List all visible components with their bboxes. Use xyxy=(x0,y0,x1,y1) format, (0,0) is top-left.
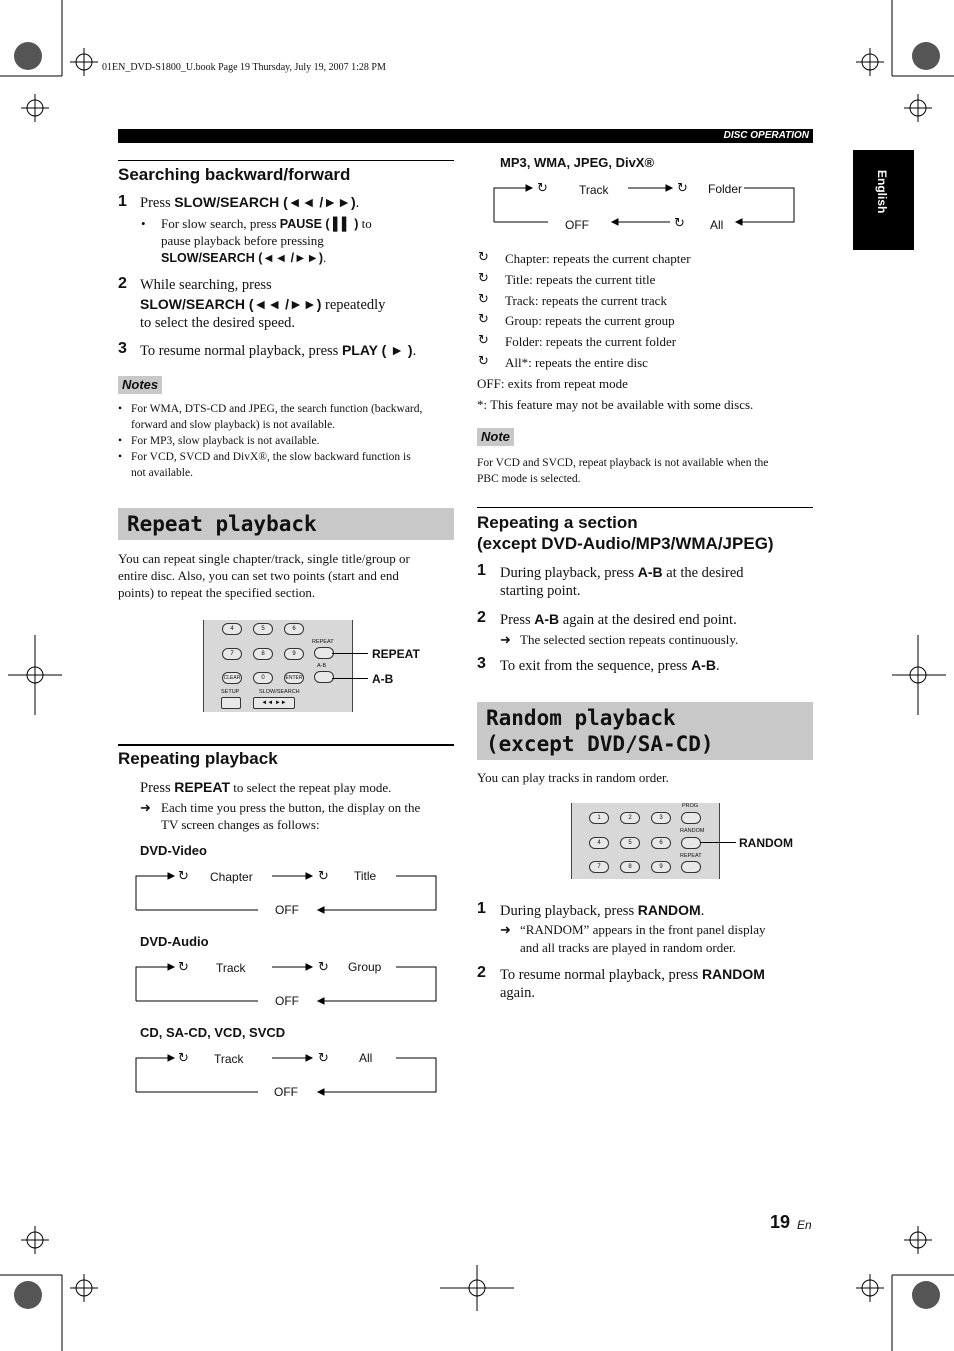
remote-label-slow-search: SLOW/SEARCH xyxy=(259,689,300,695)
remote-button-enter: ENTER xyxy=(284,672,304,684)
remote-label-repeat: REPEAT xyxy=(312,639,334,645)
search-title: Searching backward/forward xyxy=(118,165,351,184)
random-step2-line2: again. xyxy=(500,985,536,1001)
section-step2: Press A-B again at the desired end point. xyxy=(500,611,737,628)
remote-button-6: 6 xyxy=(651,837,671,849)
repeat-icon: ↻ xyxy=(318,1051,329,1066)
search-step1: Press SLOW/SEARCH (◄◄ /►►). xyxy=(140,194,360,211)
random-title-line2: (except DVD/SA-CD) xyxy=(486,732,714,756)
repeat-icon: ↻ xyxy=(677,181,688,196)
repeat-intro-line: You can repeat single chapter/track, single title/group or xyxy=(118,551,410,566)
arrow-icon: ➜ xyxy=(500,922,511,937)
remote-button-9: 9 xyxy=(284,648,304,660)
mp3-b: Folder xyxy=(708,182,743,196)
rule-repeating xyxy=(118,744,454,746)
random-step1: During playback, press RANDOM. xyxy=(500,902,705,919)
remote-label-prog: PROG xyxy=(682,803,699,809)
notes-label: Notes xyxy=(118,376,162,394)
search-step2-line3: to select the desired speed. xyxy=(140,315,296,331)
repeat-icon: ↻ xyxy=(318,869,329,884)
bullet: • xyxy=(141,216,146,231)
repeat-icon: ↻ xyxy=(478,354,489,369)
language-tab xyxy=(853,150,914,250)
remote-button-5: 5 xyxy=(253,623,273,635)
search-bullet-line2: pause playback before pressing xyxy=(161,233,324,248)
mp3-off: OFF xyxy=(565,218,589,232)
note-line: PBC mode is selected. xyxy=(477,473,581,485)
repeat-icon: ↻ xyxy=(178,960,189,975)
repeat-icon: ↻ xyxy=(478,312,489,327)
search-bullet-line1: For slow search, press PAUSE ( ▌▌ ) to xyxy=(161,216,372,231)
repeat-icon: ↻ xyxy=(178,869,189,884)
remote-label-repeat: REPEAT xyxy=(680,853,702,859)
remote-repeat-button xyxy=(314,647,334,659)
remote-button-4: 4 xyxy=(589,837,609,849)
remote-button-7: 7 xyxy=(222,648,242,660)
dvd-video-label: DVD-Video xyxy=(140,843,207,858)
legend-line: Folder: repeats the current folder xyxy=(505,334,677,349)
language-tab-label: English xyxy=(875,170,889,214)
random-title-line1: Random playback xyxy=(486,706,676,730)
dvd-audio-a: Track xyxy=(216,961,246,975)
legend-line: Track: repeats the current track xyxy=(505,293,667,308)
remote-button-4: 4 xyxy=(222,623,242,635)
remote-button-5: 5 xyxy=(620,837,640,849)
section-step3: To exit from the sequence, press A-B. xyxy=(500,657,720,674)
remote-random-button xyxy=(681,837,701,849)
random-band xyxy=(477,702,813,760)
repeating-arrow-line1: Each time you press the button, the display on the xyxy=(161,800,421,815)
section-header-bar xyxy=(118,129,813,143)
cd-b: All xyxy=(359,1051,373,1065)
search-bullet-line3: SLOW/SEARCH (◄◄ /►►). xyxy=(161,250,327,265)
section-step1-line2: starting point. xyxy=(500,583,581,599)
note-label: Note xyxy=(477,428,514,446)
repeat-icon: ↻ xyxy=(178,1051,189,1066)
step-number: 2 xyxy=(477,609,486,626)
remote-button-8: 8 xyxy=(620,861,640,873)
repeat-icon: ↻ xyxy=(478,271,489,286)
dvd-audio-off: OFF xyxy=(275,994,299,1008)
note-line: For VCD, SVCD and DivX®, the slow backward function is xyxy=(131,451,411,463)
dvd-video-a: Chapter xyxy=(210,870,253,884)
legend-line: All*: repeats the entire disc xyxy=(505,355,648,370)
remote-slow-search-button: ◄◄ ►► xyxy=(253,697,295,709)
remote-button-9: 9 xyxy=(651,861,671,873)
section-title-line2: (except DVD-Audio/MP3/WMA/JPEG) xyxy=(477,534,774,553)
note-line: For WMA, DTS-CD and JPEG, the search function (backward, xyxy=(131,403,423,415)
note-line: forward and slow playback) is not available. xyxy=(131,419,336,431)
cd-off: OFF xyxy=(274,1085,298,1099)
legend-line: Chapter: repeats the current chapter xyxy=(505,251,691,266)
legend-line: Group: repeats the current group xyxy=(505,313,675,328)
repeating-arrow-line2: TV screen changes as follows: xyxy=(161,817,320,832)
random-step2: To resume normal playback, press RANDOM xyxy=(500,966,765,983)
remote-label-ab: A-B xyxy=(317,663,327,669)
note-line: For VCD and SVCD, repeat playback is not available when the xyxy=(477,457,769,469)
search-step2-line2: SLOW/SEARCH (◄◄ /►►) repeatedly xyxy=(140,296,386,313)
remote-button-6: 6 xyxy=(284,623,304,635)
dvd-video-b: Title xyxy=(354,869,377,883)
remote-label-random: RANDOM xyxy=(680,828,705,834)
callout-line xyxy=(700,842,736,843)
step-number: 2 xyxy=(477,964,486,981)
random-step1-arrow1: “RANDOM” appears in the front panel display xyxy=(520,922,766,937)
mp3-label: MP3, WMA, JPEG, DivX® xyxy=(500,155,655,170)
page-suffix: En xyxy=(797,1218,812,1232)
repeat-icon: ↻ xyxy=(478,250,489,265)
remote-prog-button xyxy=(681,812,701,824)
mp3-a: Track xyxy=(579,183,609,197)
section-header: DISC OPERATION xyxy=(723,130,809,141)
remote-button-1: 1 xyxy=(589,812,609,824)
callout-line xyxy=(332,653,368,654)
remote-button-2: 2 xyxy=(620,812,640,824)
arrow-icon: ➜ xyxy=(500,632,511,647)
remote-illustration xyxy=(203,620,353,712)
remote-button-8: 8 xyxy=(253,648,273,660)
search-step3: To resume normal playback, press PLAY ( ► ). xyxy=(140,342,417,359)
repeat-icon: ↻ xyxy=(674,216,685,231)
random-callout: RANDOM xyxy=(739,836,793,850)
repeat-icon: ↻ xyxy=(537,181,548,196)
repeat-callout: REPEAT xyxy=(372,647,420,661)
repeat-icon: ↻ xyxy=(318,960,329,975)
remote-ab-button xyxy=(314,671,334,683)
bullet: • xyxy=(118,403,123,415)
repeat-icon: ↻ xyxy=(478,333,489,348)
section-step1: During playback, press A-B at the desired xyxy=(500,564,744,581)
cd-a: Track xyxy=(214,1052,244,1066)
remote-button-clear: CLEAR xyxy=(222,672,242,684)
step-number: 3 xyxy=(118,340,127,357)
off-text: OFF: exits from repeat mode xyxy=(477,376,628,391)
repeat-title: Repeat playback xyxy=(127,512,317,536)
step-number: 2 xyxy=(118,275,127,292)
note-line: For MP3, slow playback is not available. xyxy=(131,435,320,447)
repeat-intro-line: points) to repeat the specified section. xyxy=(118,585,316,600)
section-step2-arrow: The selected section repeats continuously. xyxy=(520,632,739,647)
repeat-band xyxy=(118,508,454,540)
page-number: 19 xyxy=(770,1212,791,1232)
dvd-video-off: OFF xyxy=(275,903,299,917)
note-line: not available. xyxy=(131,467,193,479)
remote-label-setup: SETUP xyxy=(221,689,240,695)
callout-line xyxy=(332,678,368,679)
footnote: *: This feature may not be available with some discs. xyxy=(477,397,754,412)
repeating-press: Press REPEAT to select the repeat play mode. xyxy=(140,779,392,796)
remote-button-0: 0 xyxy=(253,672,273,684)
mp3-c: All xyxy=(710,218,724,232)
arrow-icon: ➜ xyxy=(140,800,151,815)
step-number: 1 xyxy=(118,193,127,210)
step-number: 1 xyxy=(477,562,486,579)
bullet: • xyxy=(118,435,123,447)
random-step1-arrow2: and all tracks are played in random order. xyxy=(520,940,736,955)
file-header: 01EN_DVD-S1800_U.book Page 19 Thursday, July 19, 2007 1:28 PM xyxy=(102,62,386,73)
legend-line: Title: repeats the current title xyxy=(505,272,656,287)
random-intro: You can play tracks in random order. xyxy=(477,770,669,785)
dvd-audio-b: Group xyxy=(348,960,382,974)
repeat-icon: ↻ xyxy=(478,292,489,307)
step-number: 1 xyxy=(477,900,486,917)
rule-search xyxy=(118,160,454,161)
repeating-title: Repeating playback xyxy=(118,749,278,768)
ab-callout: A-B xyxy=(372,672,394,686)
search-step2-line1: While searching, press xyxy=(140,277,272,293)
bullet: • xyxy=(118,451,123,463)
remote-button-7: 7 xyxy=(589,861,609,873)
dvd-audio-label: DVD-Audio xyxy=(140,934,209,949)
remote-setup-button xyxy=(221,697,241,709)
step-number: 3 xyxy=(477,655,486,672)
cd-label: CD, SA-CD, VCD, SVCD xyxy=(140,1025,286,1040)
repeat-intro-line: entire disc. Also, you can set two points (start and end xyxy=(118,568,399,583)
rule-section xyxy=(477,507,813,508)
remote-repeat-button xyxy=(681,861,701,873)
mp3-cycle xyxy=(488,178,808,231)
section-title-line1: Repeating a section xyxy=(477,513,638,532)
remote-illustration-random xyxy=(571,803,720,879)
remote-button-3: 3 xyxy=(651,812,671,824)
